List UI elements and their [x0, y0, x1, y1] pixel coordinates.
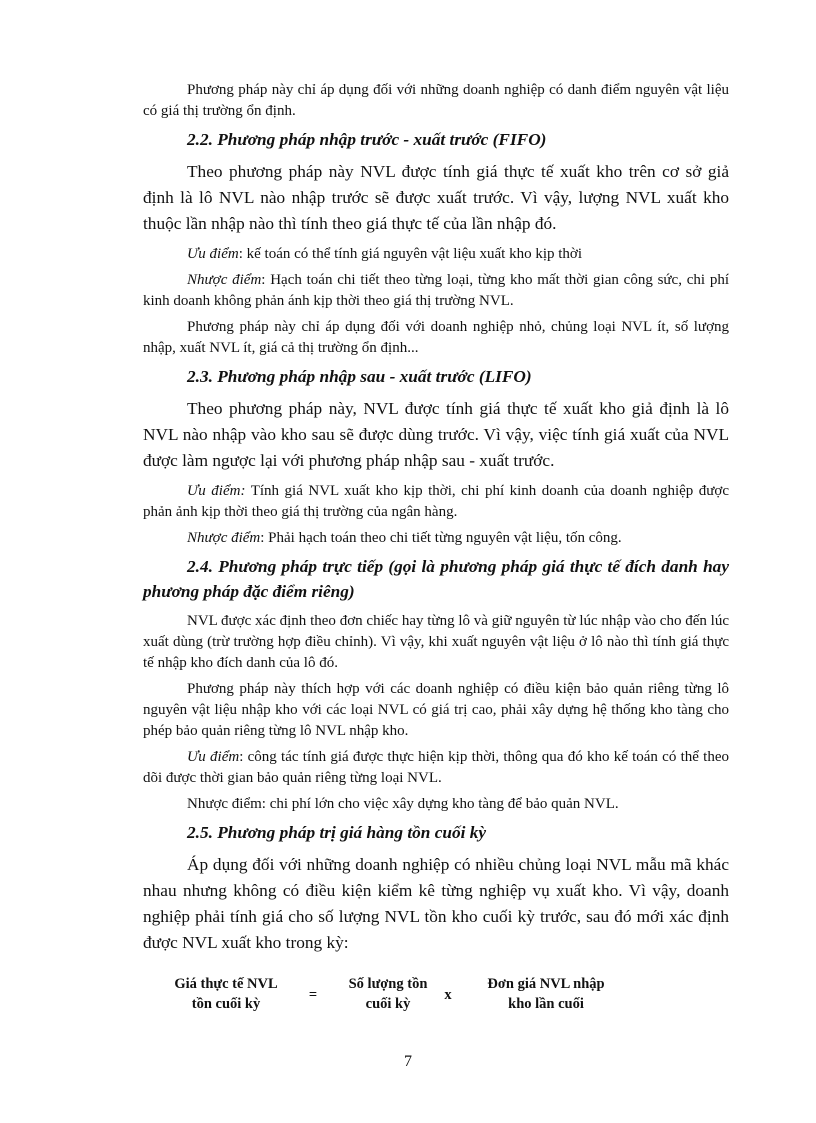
- advantage-text: : công tác tính giá được thực hiện kịp thời, thông qua đó kho kế toán có thể theo dõi được thời gian bảo quản riêng từng loại NVL.: [143, 749, 729, 786]
- formula-left: [151, 974, 301, 1014]
- formula-left-line1: Giá thực tế NVL: [174, 976, 278, 992]
- disadvantage-label: Nhược điểm: [187, 530, 261, 546]
- direct-advantage: [143, 747, 729, 789]
- advantage-label: Ưu điểm: [187, 749, 240, 765]
- fifo-advantage: [143, 244, 729, 265]
- lifo-disadvantage: [143, 528, 729, 549]
- direct-suitability: Phương pháp này thích hợp với các doanh nghiệp có điều kiện bảo quản riêng từng lô nguyên vật liệu nhập kho với các loại NVL có giá trị cao, phải xây dựng hệ thống kho tàng cho phép bảo quản riêng từng lô NVL nhập kho.: [143, 681, 729, 739]
- formula: [143, 974, 729, 1034]
- lifo-body: Theo phương pháp này, NVL được tính giá thực tế xuất kho giả định là lô NVL nào nhập vào kho sau sẽ được dùng trước. Vì vậy, việc tính giá xuất của NVL được làm ngược lại với phương pháp nhập sau - xuất trước.: [143, 399, 729, 470]
- heading-fifo: 2.2. Phương pháp nhập trước - xuất trước (FIFO): [187, 130, 547, 149]
- fifo-disadvantage: [143, 270, 729, 312]
- direct-disadvantage: Nhược điểm: chi phí lớn cho việc xây dựng kho tàng để bảo quản NVL.: [187, 796, 619, 812]
- formula-times: x: [444, 987, 452, 1003]
- intro-paragraph: Phương pháp này chỉ áp dụng đối với những doanh nghiệp có danh điểm nguyên vật liệu có giá thị trường ổn định.: [143, 82, 729, 119]
- lifo-advantage: [143, 481, 729, 523]
- formula-equals: =: [308, 987, 318, 1003]
- fifo-body: Theo phương pháp này NVL được tính giá thực tế xuất kho trên cơ sở giả định là lô NVL nào nhập trước sẽ được xuất trước. Vì vậy, lượng NVL xuất kho thuộc lần nhập nào thì tính theo giá thực tế của lần nhập đó.: [143, 162, 729, 233]
- disadvantage-label: Nhược điểm: [187, 272, 262, 288]
- formula-mid-line2: cuối kỳ: [365, 996, 411, 1012]
- advantage-text: : kế toán có thể tính giá nguyên vật liệu xuất kho kịp thời: [238, 246, 582, 262]
- page-number: 7: [404, 1053, 412, 1070]
- formula-right-line2: kho lần cuối: [508, 996, 584, 1012]
- formula-right-line1: Đơn giá NVL nhập: [487, 976, 605, 992]
- advantage-text: Tính giá NVL xuất kho kịp thời, chi phí kinh doanh của doanh nghiệp được phản ảnh kịp thời theo giá thị trường của ngân hàng.: [143, 483, 729, 520]
- heading-lifo: 2.3. Phương pháp nhập sau - xuất trước (LIFO): [187, 367, 532, 386]
- disadvantage-text: : Phải hạch toán theo chi tiết từng nguyên vật liệu, tốn công.: [260, 530, 622, 546]
- formula-left-line2: tồn cuối kỳ: [191, 996, 261, 1012]
- fifo-application: Phương pháp này chỉ áp dụng đối với doanh nghiệp nhỏ, chủng loại NVL ít, số lượng nhập, xuất NVL ít, giá cả thị trường ổn định...: [143, 319, 729, 356]
- advantage-label: Ưu điểm:: [187, 483, 246, 499]
- ending-inventory-body: Áp dụng đối với những doanh nghiệp có nhiều chủng loại NVL mẫu mã khác nhau nhưng không có điều kiện kiểm kê từng nghiệp vụ xuất kho. Vì vậy, doanh nghiệp phải tính giá cho số lượng NVL tồn kho cuối kỳ trước, sau đó mới xác định được NVL xuất kho trong kỳ:: [143, 855, 729, 952]
- heading-direct-method: 2.4. Phương pháp trực tiếp (gọi là phương pháp giá thực tế đích danh hay phương pháp đặc điểm riêng): [143, 557, 729, 601]
- formula-right: [461, 974, 631, 1014]
- formula-middle: [323, 974, 453, 1014]
- direct-body: NVL được xác định theo đơn chiếc hay từng lô và giữ nguyên từ lúc nhập vào cho đến lúc xuất dùng (trừ trường hợp điều chỉnh). Vì vậy, khi xuất nguyên vật liệu ở lô nào thì tính giá thực tế nhập kho đích danh của lô đó.: [143, 613, 729, 671]
- formula-mid-line1: Số lượng tồn: [348, 976, 428, 992]
- disadvantage-text: : Hạch toán chi tiết theo từng loại, từng kho mất thời gian công sức, chi phí kinh doanh không phản ánh kịp thời theo giá thị trường NVL.: [143, 272, 729, 309]
- heading-ending-inventory: 2.5. Phương pháp trị giá hàng tồn cuối kỳ: [187, 823, 487, 842]
- document-page: [143, 80, 729, 1034]
- advantage-label: Ưu điểm: [187, 246, 239, 262]
